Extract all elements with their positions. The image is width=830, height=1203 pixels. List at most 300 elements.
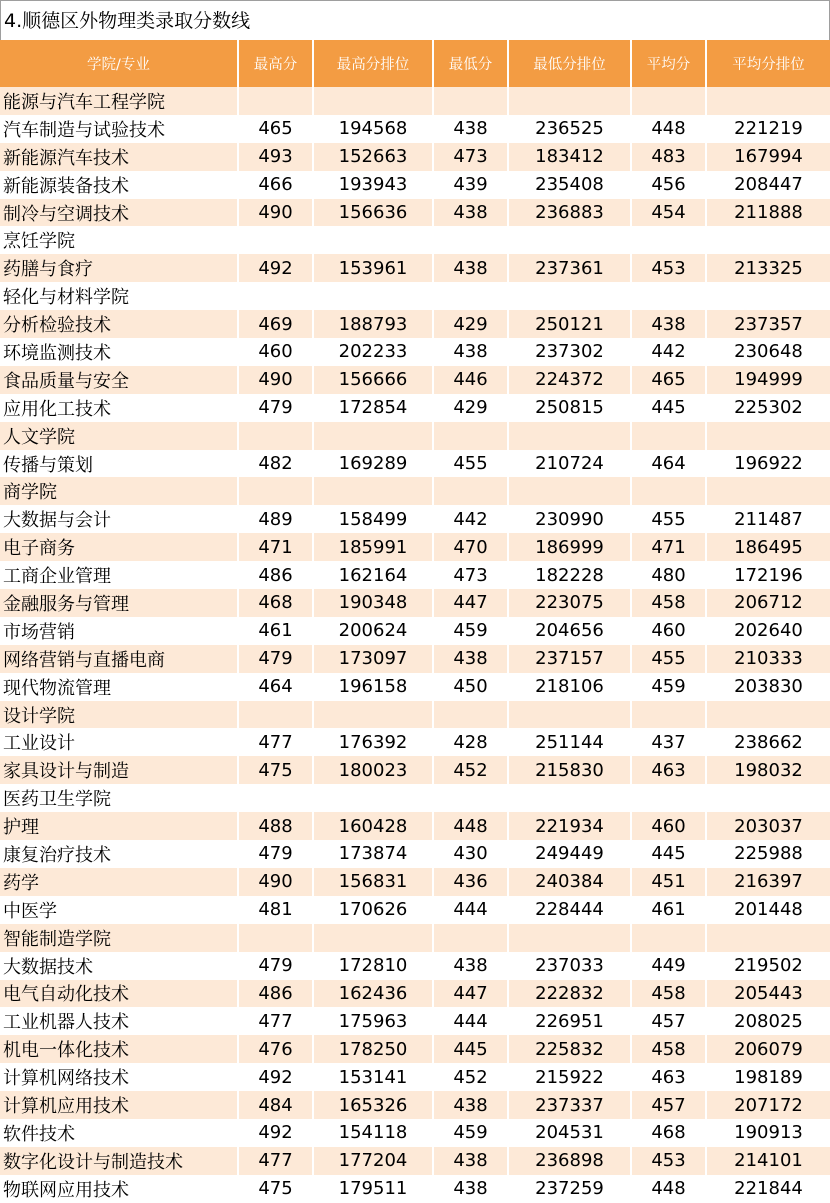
max-rank: 158499 — [313, 505, 433, 533]
max-score: 490 — [238, 868, 313, 896]
min-score: 452 — [433, 1063, 508, 1091]
major-name: 大数据技术 — [0, 952, 238, 980]
table-row — [0, 254, 830, 282]
empty-cell — [433, 701, 508, 729]
min-score: 455 — [433, 450, 508, 478]
table-row — [0, 450, 830, 478]
max-score: 489 — [238, 505, 313, 533]
max-rank: 153961 — [313, 254, 433, 282]
empty-cell — [706, 924, 830, 952]
empty-cell — [631, 477, 706, 505]
empty-cell — [706, 422, 830, 450]
major-name: 药膳与食疗 — [0, 254, 238, 282]
max-score: 465 — [238, 115, 313, 143]
avg-rank: 198032 — [706, 756, 830, 784]
header-min-score: 最低分 — [433, 40, 508, 87]
min-rank: 210724 — [508, 450, 631, 478]
table-row — [0, 673, 830, 701]
major-name: 电子商务 — [0, 533, 238, 561]
avg-score: 445 — [631, 840, 706, 868]
empty-cell — [631, 784, 706, 812]
avg-score: 463 — [631, 756, 706, 784]
empty-cell — [631, 87, 706, 115]
min-score: 447 — [433, 980, 508, 1008]
min-score: 429 — [433, 310, 508, 338]
max-rank: 176392 — [313, 728, 433, 756]
table-row — [0, 1007, 830, 1035]
avg-rank: 205443 — [706, 980, 830, 1008]
empty-cell — [433, 924, 508, 952]
avg-score: 461 — [631, 896, 706, 924]
min-score: 438 — [433, 952, 508, 980]
college-row — [0, 87, 830, 115]
max-score: 492 — [238, 254, 313, 282]
max-score: 479 — [238, 645, 313, 673]
college-row — [0, 784, 830, 812]
max-rank: 178250 — [313, 1035, 433, 1063]
avg-score: 455 — [631, 505, 706, 533]
max-score: 475 — [238, 1175, 313, 1203]
empty-cell — [631, 422, 706, 450]
empty-cell — [313, 924, 433, 952]
empty-cell — [508, 784, 631, 812]
major-name: 护理 — [0, 812, 238, 840]
empty-cell — [238, 477, 313, 505]
avg-rank: 206712 — [706, 589, 830, 617]
major-name: 新能源装备技术 — [0, 171, 238, 199]
avg-score: 453 — [631, 1147, 706, 1175]
min-rank: 186999 — [508, 533, 631, 561]
max-rank: 180023 — [313, 756, 433, 784]
empty-cell — [706, 282, 830, 310]
table-row — [0, 310, 830, 338]
major-name: 汽车制造与试验技术 — [0, 115, 238, 143]
min-rank: 236525 — [508, 115, 631, 143]
max-rank: 190348 — [313, 589, 433, 617]
avg-score: 458 — [631, 980, 706, 1008]
max-score: 486 — [238, 561, 313, 589]
table-row — [0, 533, 830, 561]
min-rank: 183412 — [508, 143, 631, 171]
avg-score: 438 — [631, 310, 706, 338]
table-row — [0, 896, 830, 924]
college-name: 能源与汽车工程学院 — [0, 87, 238, 115]
avg-score: 448 — [631, 115, 706, 143]
min-score: 438 — [433, 254, 508, 282]
min-rank: 235408 — [508, 171, 631, 199]
avg-score: 454 — [631, 199, 706, 227]
avg-score: 437 — [631, 728, 706, 756]
major-name: 大数据与会计 — [0, 505, 238, 533]
max-score: 461 — [238, 617, 313, 645]
max-rank: 194568 — [313, 115, 433, 143]
table-row — [0, 1119, 830, 1147]
min-rank: 230990 — [508, 505, 631, 533]
empty-cell — [313, 87, 433, 115]
table-row — [0, 1147, 830, 1175]
min-rank: 237157 — [508, 645, 631, 673]
avg-score: 460 — [631, 617, 706, 645]
avg-score: 480 — [631, 561, 706, 589]
min-score: 450 — [433, 673, 508, 701]
max-rank: 177204 — [313, 1147, 433, 1175]
empty-cell — [631, 282, 706, 310]
empty-cell — [631, 924, 706, 952]
avg-score: 456 — [631, 171, 706, 199]
header-avg-rank: 平均分排位 — [706, 40, 830, 87]
major-name: 应用化工技术 — [0, 394, 238, 422]
college-row — [0, 701, 830, 729]
min-score: 438 — [433, 115, 508, 143]
max-score: 476 — [238, 1035, 313, 1063]
empty-cell — [706, 87, 830, 115]
min-rank: 249449 — [508, 840, 631, 868]
min-score: 473 — [433, 561, 508, 589]
max-score: 477 — [238, 728, 313, 756]
table-row — [0, 728, 830, 756]
max-rank: 170626 — [313, 896, 433, 924]
college-name: 设计学院 — [0, 701, 238, 729]
max-score: 477 — [238, 1007, 313, 1035]
major-name: 计算机网络技术 — [0, 1063, 238, 1091]
empty-cell — [433, 282, 508, 310]
avg-score: 453 — [631, 254, 706, 282]
empty-cell — [508, 701, 631, 729]
min-score: 442 — [433, 505, 508, 533]
avg-rank: 208447 — [706, 171, 830, 199]
header-min-rank: 最低分排位 — [508, 40, 631, 87]
table-row — [0, 617, 830, 645]
max-score: 479 — [238, 952, 313, 980]
min-rank: 182228 — [508, 561, 631, 589]
avg-rank: 237357 — [706, 310, 830, 338]
major-name: 中医学 — [0, 896, 238, 924]
avg-rank: 210333 — [706, 645, 830, 673]
max-score: 492 — [238, 1119, 313, 1147]
max-rank: 175963 — [313, 1007, 433, 1035]
empty-cell — [313, 282, 433, 310]
min-rank: 228444 — [508, 896, 631, 924]
empty-cell — [313, 701, 433, 729]
avg-rank: 225988 — [706, 840, 830, 868]
max-rank: 188793 — [313, 310, 433, 338]
avg-score: 464 — [631, 450, 706, 478]
min-score: 430 — [433, 840, 508, 868]
empty-cell — [508, 87, 631, 115]
avg-score: 457 — [631, 1091, 706, 1119]
max-score: 490 — [238, 199, 313, 227]
avg-rank: 219502 — [706, 952, 830, 980]
empty-cell — [433, 87, 508, 115]
table-title: 4.顺德区外物理类录取分数线 — [0, 0, 830, 40]
avg-score: 463 — [631, 1063, 706, 1091]
min-score: 446 — [433, 366, 508, 394]
empty-cell — [313, 422, 433, 450]
max-rank: 202233 — [313, 338, 433, 366]
min-score: 470 — [433, 533, 508, 561]
min-rank: 204656 — [508, 617, 631, 645]
max-rank: 179511 — [313, 1175, 433, 1203]
max-score: 479 — [238, 840, 313, 868]
avg-rank: 221844 — [706, 1175, 830, 1203]
table-row — [0, 812, 830, 840]
major-name: 金融服务与管理 — [0, 589, 238, 617]
empty-cell — [313, 477, 433, 505]
max-score: 466 — [238, 171, 313, 199]
table-row — [0, 338, 830, 366]
min-score: 459 — [433, 1119, 508, 1147]
min-score: 445 — [433, 1035, 508, 1063]
table-row — [0, 840, 830, 868]
college-row — [0, 477, 830, 505]
min-score: 439 — [433, 171, 508, 199]
avg-rank: 230648 — [706, 338, 830, 366]
avg-rank: 194999 — [706, 366, 830, 394]
major-name: 环境监测技术 — [0, 338, 238, 366]
empty-cell — [508, 422, 631, 450]
max-rank: 185991 — [313, 533, 433, 561]
empty-cell — [706, 226, 830, 254]
college-name: 医药卫生学院 — [0, 784, 238, 812]
min-score: 444 — [433, 896, 508, 924]
min-rank: 250815 — [508, 394, 631, 422]
max-score: 469 — [238, 310, 313, 338]
avg-score: 457 — [631, 1007, 706, 1035]
min-rank: 237361 — [508, 254, 631, 282]
table-row — [0, 505, 830, 533]
major-name: 机电一体化技术 — [0, 1035, 238, 1063]
min-score: 438 — [433, 1175, 508, 1203]
empty-cell — [238, 924, 313, 952]
table-row — [0, 561, 830, 589]
major-name: 计算机应用技术 — [0, 1091, 238, 1119]
max-score: 490 — [238, 366, 313, 394]
max-rank: 196158 — [313, 673, 433, 701]
avg-rank: 190913 — [706, 1119, 830, 1147]
avg-rank: 198189 — [706, 1063, 830, 1091]
avg-score: 445 — [631, 394, 706, 422]
table-row — [0, 1091, 830, 1119]
min-score: 473 — [433, 143, 508, 171]
min-score: 438 — [433, 199, 508, 227]
max-score: 464 — [238, 673, 313, 701]
table-row — [0, 115, 830, 143]
table-row — [0, 199, 830, 227]
max-score: 471 — [238, 533, 313, 561]
table-row — [0, 1175, 830, 1203]
min-rank: 223075 — [508, 589, 631, 617]
header-row — [0, 40, 830, 87]
max-rank: 156636 — [313, 199, 433, 227]
min-rank: 224372 — [508, 366, 631, 394]
max-score: 475 — [238, 756, 313, 784]
max-rank: 162164 — [313, 561, 433, 589]
min-score: 459 — [433, 617, 508, 645]
empty-cell — [433, 477, 508, 505]
header-max-rank: 最高分排位 — [313, 40, 433, 87]
avg-rank: 225302 — [706, 394, 830, 422]
max-rank: 173097 — [313, 645, 433, 673]
empty-cell — [313, 226, 433, 254]
table-row — [0, 394, 830, 422]
max-score: 477 — [238, 1147, 313, 1175]
college-name: 智能制造学院 — [0, 924, 238, 952]
max-rank: 160428 — [313, 812, 433, 840]
avg-rank: 202640 — [706, 617, 830, 645]
avg-rank: 208025 — [706, 1007, 830, 1035]
avg-rank: 207172 — [706, 1091, 830, 1119]
empty-cell — [433, 784, 508, 812]
empty-cell — [238, 784, 313, 812]
max-rank: 162436 — [313, 980, 433, 1008]
avg-rank: 211487 — [706, 505, 830, 533]
header-max-score: 最高分 — [238, 40, 313, 87]
min-rank: 237337 — [508, 1091, 631, 1119]
major-name: 市场营销 — [0, 617, 238, 645]
major-name: 软件技术 — [0, 1119, 238, 1147]
avg-rank: 167994 — [706, 143, 830, 171]
min-rank: 250121 — [508, 310, 631, 338]
empty-cell — [631, 701, 706, 729]
min-rank: 215830 — [508, 756, 631, 784]
avg-score: 458 — [631, 589, 706, 617]
header-avg-score: 平均分 — [631, 40, 706, 87]
college-name: 烹饪学院 — [0, 226, 238, 254]
max-score: 479 — [238, 394, 313, 422]
table-row — [0, 756, 830, 784]
avg-score: 449 — [631, 952, 706, 980]
avg-rank: 203830 — [706, 673, 830, 701]
max-rank: 193943 — [313, 171, 433, 199]
table-row — [0, 1035, 830, 1063]
avg-rank: 206079 — [706, 1035, 830, 1063]
empty-cell — [508, 226, 631, 254]
avg-rank: 211888 — [706, 199, 830, 227]
major-name: 康复治疗技术 — [0, 840, 238, 868]
major-name: 食品质量与安全 — [0, 366, 238, 394]
table-row — [0, 143, 830, 171]
max-score: 484 — [238, 1091, 313, 1119]
table-row — [0, 980, 830, 1008]
major-name: 电气自动化技术 — [0, 980, 238, 1008]
min-score: 444 — [433, 1007, 508, 1035]
min-rank: 236883 — [508, 199, 631, 227]
avg-score: 465 — [631, 366, 706, 394]
min-rank: 236898 — [508, 1147, 631, 1175]
min-score: 448 — [433, 812, 508, 840]
avg-score: 483 — [631, 143, 706, 171]
table-row — [0, 171, 830, 199]
min-rank: 237033 — [508, 952, 631, 980]
major-name: 工业设计 — [0, 728, 238, 756]
max-score: 468 — [238, 589, 313, 617]
empty-cell — [433, 422, 508, 450]
table-body — [0, 87, 830, 1203]
major-name: 工业机器人技术 — [0, 1007, 238, 1035]
avg-score: 455 — [631, 645, 706, 673]
max-rank: 153141 — [313, 1063, 433, 1091]
major-name: 家具设计与制造 — [0, 756, 238, 784]
max-score: 493 — [238, 143, 313, 171]
min-rank: 251144 — [508, 728, 631, 756]
empty-cell — [508, 282, 631, 310]
min-rank: 218106 — [508, 673, 631, 701]
max-rank: 173874 — [313, 840, 433, 868]
max-rank: 154118 — [313, 1119, 433, 1147]
max-score: 492 — [238, 1063, 313, 1091]
min-score: 438 — [433, 645, 508, 673]
avg-score: 451 — [631, 868, 706, 896]
max-score: 481 — [238, 896, 313, 924]
max-rank: 156666 — [313, 366, 433, 394]
max-rank: 152663 — [313, 143, 433, 171]
college-name: 轻化与材料学院 — [0, 282, 238, 310]
min-rank: 237259 — [508, 1175, 631, 1203]
table-row — [0, 868, 830, 896]
max-score: 460 — [238, 338, 313, 366]
table-row — [0, 589, 830, 617]
min-score: 438 — [433, 1091, 508, 1119]
college-row — [0, 226, 830, 254]
min-rank: 221934 — [508, 812, 631, 840]
avg-rank: 221219 — [706, 115, 830, 143]
table-header — [0, 40, 830, 87]
empty-cell — [706, 477, 830, 505]
empty-cell — [238, 282, 313, 310]
avg-rank: 201448 — [706, 896, 830, 924]
empty-cell — [238, 422, 313, 450]
empty-cell — [238, 226, 313, 254]
empty-cell — [706, 701, 830, 729]
min-rank: 215922 — [508, 1063, 631, 1091]
min-score: 438 — [433, 338, 508, 366]
max-rank: 169289 — [313, 450, 433, 478]
college-row — [0, 422, 830, 450]
major-name: 网络营销与直播电商 — [0, 645, 238, 673]
avg-rank: 196922 — [706, 450, 830, 478]
avg-score: 468 — [631, 1119, 706, 1147]
min-rank: 240384 — [508, 868, 631, 896]
min-score: 428 — [433, 728, 508, 756]
empty-cell — [238, 87, 313, 115]
admission-score-table — [0, 40, 830, 1203]
major-name: 分析检验技术 — [0, 310, 238, 338]
min-score: 429 — [433, 394, 508, 422]
avg-rank: 213325 — [706, 254, 830, 282]
empty-cell — [631, 226, 706, 254]
max-rank: 172854 — [313, 394, 433, 422]
avg-rank: 186495 — [706, 533, 830, 561]
max-rank: 156831 — [313, 868, 433, 896]
empty-cell — [313, 784, 433, 812]
major-name: 物联网应用技术 — [0, 1175, 238, 1203]
min-score: 447 — [433, 589, 508, 617]
avg-score: 458 — [631, 1035, 706, 1063]
major-name: 制冷与空调技术 — [0, 199, 238, 227]
max-rank: 172810 — [313, 952, 433, 980]
avg-score: 442 — [631, 338, 706, 366]
empty-cell — [508, 924, 631, 952]
max-rank: 165326 — [313, 1091, 433, 1119]
college-name: 人文学院 — [0, 422, 238, 450]
empty-cell — [508, 477, 631, 505]
min-rank: 222832 — [508, 980, 631, 1008]
college-row — [0, 924, 830, 952]
avg-rank: 216397 — [706, 868, 830, 896]
avg-rank: 214101 — [706, 1147, 830, 1175]
table-row — [0, 366, 830, 394]
max-rank: 200624 — [313, 617, 433, 645]
